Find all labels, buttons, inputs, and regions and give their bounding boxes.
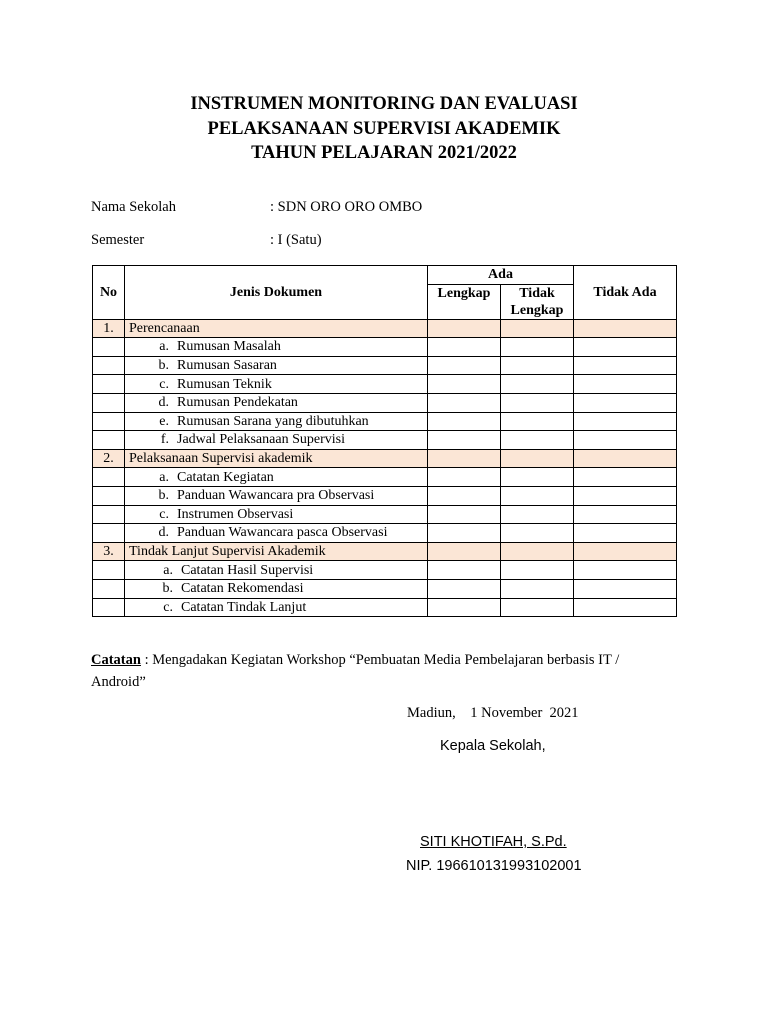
document-item [125,375,428,394]
row-number [93,393,125,412]
check-cell [574,412,677,431]
check-cell [574,356,677,375]
item-letter: c. [163,599,173,615]
check-cell [501,393,574,412]
check-cell [574,579,677,598]
check-cell [501,542,574,561]
table-row [93,356,677,375]
header-jenis-dokumen: Jenis Dokumen [125,266,428,320]
document-item [125,468,428,487]
semester-value: : I (Satu) [270,232,322,248]
document-item [125,561,428,580]
check-cell [574,505,677,524]
item-content [129,470,274,485]
check-cell [574,598,677,617]
document-item [125,356,428,375]
item-letter: d. [158,525,169,541]
check-cell [428,524,501,543]
item-letter: f. [160,432,169,448]
section-row [93,449,677,468]
check-cell [501,338,574,357]
table-row [93,431,677,450]
item-text: Instrumen Observasi [177,506,294,522]
item-content [129,395,298,410]
item-content [129,358,277,373]
check-cell [574,449,677,468]
check-cell [428,449,501,468]
check-cell [574,431,677,450]
table-row [93,338,677,357]
item-content [129,339,281,354]
check-cell [428,542,501,561]
item-letter: a. [159,469,169,485]
check-cell [428,505,501,524]
item-content [129,563,313,578]
check-cell [501,524,574,543]
check-cell [501,579,574,598]
row-number [93,505,125,524]
signatory-nip: NIP. 196610131993102001 [406,858,582,874]
item-letter: e. [159,413,169,429]
item-text: Jadwal Pelaksanaan Supervisi [177,432,345,448]
section-number: 3. [93,542,125,561]
check-cell [428,319,501,338]
row-number [93,375,125,394]
title-line-2: PELAKSANAAN SUPERVISI AKADEMIK [207,118,561,139]
check-cell [501,505,574,524]
check-cell [428,412,501,431]
item-text: Rumusan Sasaran [177,358,277,374]
header-tidak-ada: Tidak Ada [574,266,677,320]
document-item [125,598,428,617]
item-text: Catatan Kegiatan [177,469,274,485]
check-cell [501,486,574,505]
item-content [129,488,374,503]
row-number [93,468,125,487]
item-text: Rumusan Pendekatan [177,395,298,411]
header-tidak-lengkap-line2: Lengkap [510,302,564,318]
document-item [125,393,428,412]
item-letter: a. [163,562,173,578]
item-text: Panduan Wawancara pasca Observasi [177,525,388,541]
check-cell [428,375,501,394]
check-cell [574,561,677,580]
item-letter: c. [159,376,169,392]
note-text: : Mengadakan Kegiatan Workshop “Pembuatan Media Pembelajaran berbasis IT / Android” [91,652,620,690]
section-row [93,542,677,561]
document-item [125,486,428,505]
item-text: Catatan Rekomendasi [181,581,304,597]
place-date: Madiun, 1 November 2021 [407,705,579,721]
item-text: Catatan Tindak Lanjut [181,599,307,615]
check-cell [428,393,501,412]
document-item [125,338,428,357]
section-title: Pelaksanaan Supervisi akademik [125,449,428,468]
item-text: Rumusan Sarana yang dibutuhkan [177,413,369,429]
check-cell [501,319,574,338]
row-number [93,431,125,450]
item-letter: b. [162,581,173,597]
table-row [93,375,677,394]
document-title [0,92,768,166]
document-item [125,524,428,543]
note-label: Catatan [91,652,141,668]
section-row [93,319,677,338]
check-cell [501,468,574,487]
table-row [93,486,677,505]
check-cell [574,393,677,412]
section-title: Tindak Lanjut Supervisi Akademik [125,542,428,561]
check-cell [428,468,501,487]
item-letter: b. [158,358,169,374]
check-cell [574,375,677,394]
table-row [93,468,677,487]
item-text: Rumusan Teknik [177,376,272,392]
row-number [93,524,125,543]
signatory-role: Kepala Sekolah, [440,738,546,754]
check-cell [501,598,574,617]
table-row [93,412,677,431]
row-number [93,412,125,431]
check-cell [501,356,574,375]
check-cell [428,431,501,450]
school-name-value: : SDN ORO ORO OMBO [270,199,423,215]
item-content [129,377,272,392]
table-row [93,598,677,617]
table-row [93,393,677,412]
header-lengkap: Lengkap [428,284,501,319]
item-content [129,507,293,522]
row-number [93,356,125,375]
item-content [129,581,303,596]
header-tidak-lengkap-line1: Tidak [519,285,555,301]
check-cell [428,338,501,357]
note [91,649,671,693]
check-cell [501,412,574,431]
row-number [93,561,125,580]
semester-label: Semester [91,232,145,248]
row-number [93,579,125,598]
item-content [129,600,306,615]
document-table [92,265,677,617]
check-cell [501,561,574,580]
item-letter: a. [159,339,169,355]
check-cell [501,449,574,468]
header-tidak-lengkap [501,284,574,319]
item-text: Catatan Hasil Supervisi [181,562,314,578]
check-cell [574,524,677,543]
document-item [125,431,428,450]
row-number [93,486,125,505]
document-item [125,412,428,431]
row-number [93,598,125,617]
table-row [93,524,677,543]
section-number: 2. [93,449,125,468]
check-cell [428,579,501,598]
table-body [93,319,677,617]
item-content [129,414,369,429]
check-cell [428,561,501,580]
check-cell [574,338,677,357]
document-item [125,579,428,598]
check-cell [574,319,677,338]
table-row [93,579,677,598]
check-cell [428,356,501,375]
item-letter: c. [159,506,169,522]
document-item [125,505,428,524]
check-cell [574,486,677,505]
item-content [129,432,345,447]
check-cell [574,542,677,561]
table-row [93,561,677,580]
section-title: Perencanaan [125,319,428,338]
signatory-name: SITI KHOTIFAH, S.Pd. [420,834,567,850]
check-cell [428,598,501,617]
title-line-1: INSTRUMEN MONITORING DAN EVALUASI [190,94,578,114]
school-name-label: Nama Sekolah [91,199,176,215]
header-ada: Ada [428,266,574,285]
section-number: 1. [93,319,125,338]
item-text: Panduan Wawancara pra Observasi [177,488,375,504]
row-number [93,338,125,357]
title-line-3: TAHUN PELAJARAN 2021/2022 [251,143,517,163]
header-no: No [93,266,125,320]
check-cell [501,375,574,394]
check-cell [501,431,574,450]
item-text: Rumusan Masalah [177,339,281,355]
check-cell [574,468,677,487]
table-row [93,505,677,524]
item-letter: b. [158,488,169,504]
item-content [129,525,387,540]
check-cell [428,486,501,505]
item-letter: d. [158,395,169,411]
